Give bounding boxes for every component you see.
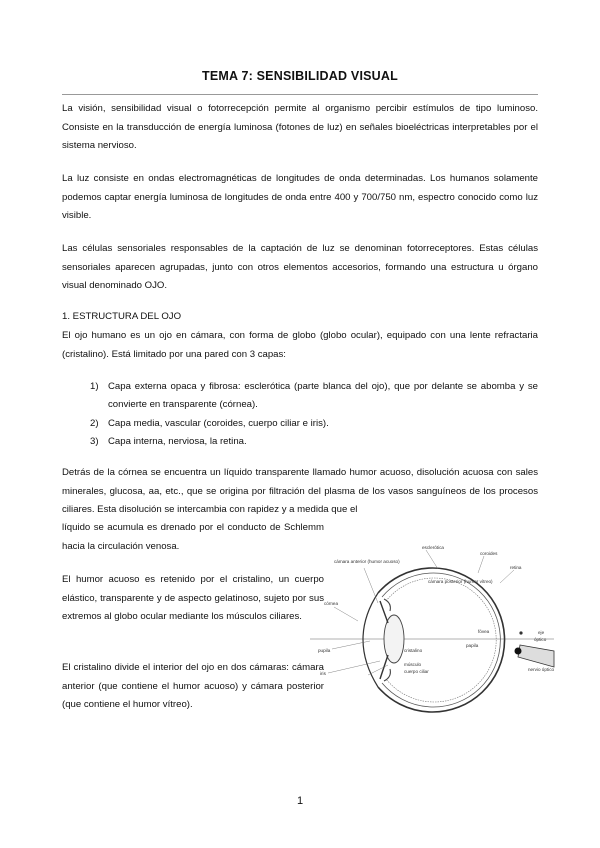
title-divider	[62, 94, 538, 95]
leader-line	[364, 568, 378, 603]
label-eje: eje	[538, 630, 545, 635]
label-retina: retina	[510, 565, 522, 570]
label-nervio-optico: nervio óptico	[528, 667, 555, 672]
papilla-spot	[515, 648, 522, 655]
eye-diagram	[308, 541, 556, 721]
paragraph-eye-intro: El ojo humano es un ojo en cámara, con forma de globo (globo ocular), equipado con una lente refractaria (cristalino). Está limitado por una pared con 3 capas:	[62, 330, 538, 360]
leader-line	[328, 661, 380, 673]
label-pupila: pupila	[318, 648, 331, 653]
section-heading-eye-structure: 1. ESTRUCTURA DEL OJO	[62, 311, 182, 322]
fovea-spot	[519, 631, 522, 634]
label-fovea: fóvea	[478, 629, 490, 634]
leader-line	[500, 570, 514, 583]
label-papila: papila	[466, 643, 479, 648]
iris-upper	[380, 601, 388, 623]
label-cornea: córnea	[324, 601, 339, 606]
label-iris: iris	[320, 671, 326, 676]
layers-list	[90, 378, 538, 452]
paragraph-humor-acuoso: Detrás de la córnea se encuentra un líquido transparente llamado humor acuoso, disolución acuosa con sales minerales, glucosa, aa, etc., que se origina por filtración del plasma de los vasos sanguíneos de los procesos ciliares. Esta disolución se intercambia con rapidez y a medida que el	[62, 467, 538, 516]
list-number: 3)	[90, 436, 99, 448]
eye-diagram-svg	[308, 541, 556, 721]
paragraph-light: La luz consiste en ondas electromagnéticas de longitudes de onda determinadas. Los humanos solamente podemos captar energía luminosa de longitudes de onda entre 400 y 700/750 nm, espectro conocido como luz visible.	[62, 173, 538, 222]
list-item	[90, 378, 538, 415]
leader-line	[332, 641, 370, 649]
label-camara-posterior: cámara posterior (humor vítreo)	[428, 579, 493, 584]
paragraph-camaras: El cristalino divide el interior del ojo en dos cámaras: cámara anterior (que contiene el humor acuoso) y cámara posterior (que contiene el humor vítreo).	[62, 662, 324, 711]
ciliary-muscle-upper	[384, 599, 390, 611]
page-title: TEMA 7: SENSIBILIDAD VISUAL	[202, 69, 398, 83]
paragraph-intro: La visión, sensibilidad visual o fotorrecepción permite al organismo percibir estímulos de tipo luminoso. Consiste en la transducción de energía luminosa (fotones de luz) en señales bioeléctricas interpretables por el sistema nervioso.	[62, 103, 538, 152]
leader-line	[368, 665, 388, 675]
paragraph-schlemm: líquido se acumula es drenado por el conducto de Schlemm hacia la circulación venosa.	[62, 522, 324, 552]
list-text: Capa interna, nerviosa, la retina.	[108, 436, 247, 448]
label-cristalino: cristalino	[404, 648, 423, 653]
page-number: 1	[296, 795, 304, 807]
label-camara-anterior: cámara anterior (humor acuoso)	[334, 559, 400, 564]
cornea-outline	[363, 593, 378, 687]
ciliary-muscle-lower	[384, 669, 390, 681]
label-optico: óptico	[534, 637, 547, 642]
paragraph-cristalino: El humor acuoso es retenido por el cristalino, un cuerpo elástico, transparente y de aspecto gelatinoso, sujeto por sus extremos al globo ocular mediante los músculos ciliares.	[62, 574, 324, 623]
leader-line	[478, 556, 484, 573]
leader-line	[426, 550, 438, 569]
list-item	[90, 433, 538, 451]
label-esclerotica: esclerótica	[422, 545, 444, 550]
label-cuerpo-ciliar: cuerpo ciliar	[404, 669, 429, 674]
list-text: Capa media, vascular (coroides, cuerpo ciliar e iris).	[108, 417, 329, 429]
label-coroides: coroides	[480, 551, 498, 556]
label-musculo: músculo	[404, 662, 422, 667]
optic-nerve-shape	[518, 645, 554, 667]
list-number: 2)	[90, 417, 99, 429]
list-number: 1)	[90, 381, 99, 392]
list-text: Capa externa opaca y fibrosa: esclerótica (parte blanca del ojo), que por delante se abomba y se convierte en transparente (córnea).	[108, 381, 538, 411]
list-item	[90, 415, 538, 433]
leader-line	[334, 607, 358, 621]
paragraph-cells: Las células sensoriales responsables de la captación de luz se denominan fotorreceptores. Estas células sensoriales aparecen agrupadas, junto con otros elementos accesorios, formando una estructura u órgano visual denominado OJO.	[62, 243, 538, 292]
